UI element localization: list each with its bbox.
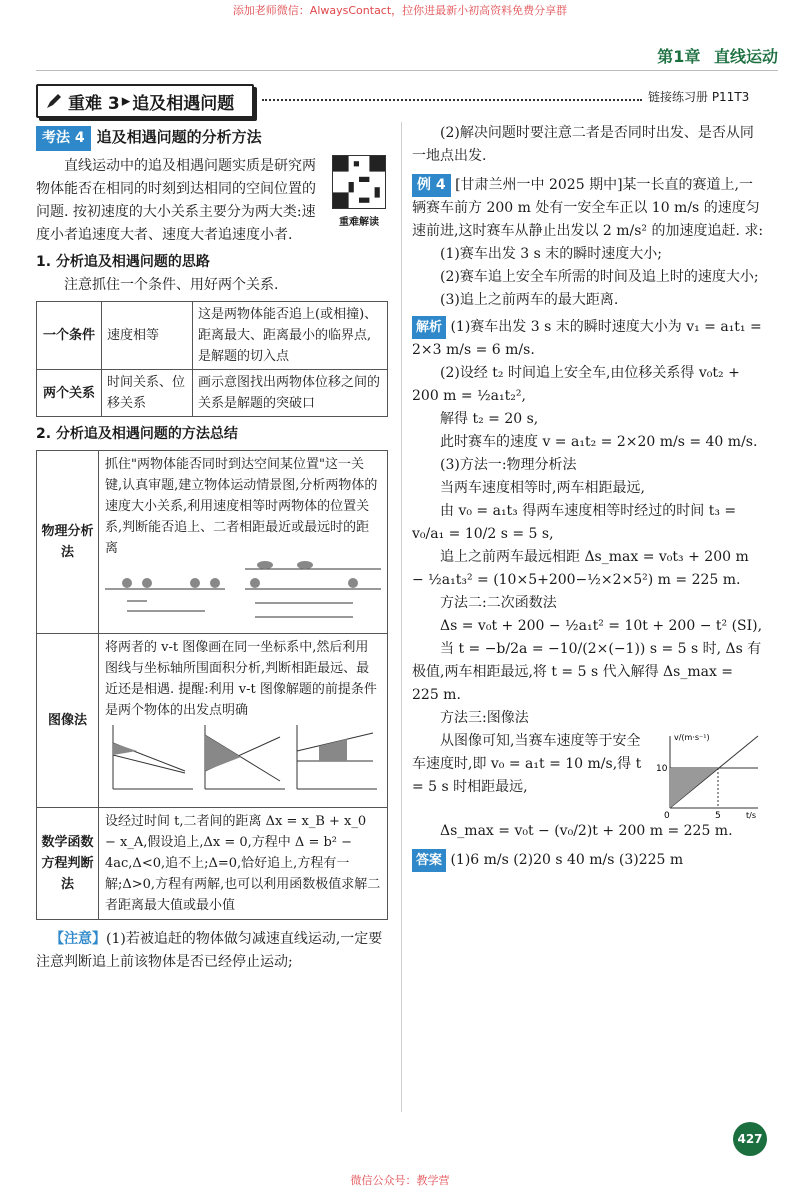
solution-3i: 从图像可知,当赛车速度等于安全车速度时,即 v₀ = a₁t = 10 m/s,得 t = 5 s 时相距最远,: [412, 733, 642, 795]
note-2: (2)解决问题时要注意二者是否同时出发、是否从同一地点出发.: [412, 125, 754, 164]
solution-3b: 当两车速度相等时,两车相距最远,: [440, 480, 645, 496]
right-column: [412, 122, 764, 872]
table-row: [37, 451, 388, 634]
m2-head: 图像法: [37, 634, 99, 808]
m1-head: 物理分析法: [37, 451, 99, 634]
m1-cell: [99, 451, 388, 634]
solution-2a: (2)设经 t₂ 时间追上安全车,由位移关系得 v₀t₂ + 200 m = ½a₁t₂²,: [412, 365, 740, 404]
note-1-text: (1)若被追赶的物体做匀减速直线运动,一定要注意判断追上前该物体是否已经停止运动;: [36, 931, 383, 970]
solution-3e: 方法二:二次函数法: [440, 595, 557, 611]
solution-1: [412, 316, 764, 362]
chapter-header: [657, 44, 778, 67]
vt-graphs: [105, 721, 381, 797]
m2-cell: [99, 634, 388, 808]
question-1: (1)赛车出发 3 s 末的瞬时速度大小;: [440, 246, 662, 262]
table-row: [37, 302, 388, 370]
m3-text: 设经过时间 t,二者间的距离 Δx = x_B + x_0 − x_A,假设追上,Δx = 0,方程中 Δ = b² − 4ac,Δ<0,追不上;Δ=0,恰好追上,方程有一解;Δ>0,方程有两解,也可以利用函数极值求解二者距离最大值或最小值: [99, 808, 388, 920]
m2-text: 将两者的 v-t 图像画在同一坐标系中,然后利用图线与坐标轴所围面积分析,判断相距最远、最近还是相遇. 提醒:利用 v-t 图像解题的前提条件是两个物体的出发点明确: [105, 640, 377, 718]
qr-block[interactable]: [330, 155, 388, 247]
dotted-leader: [262, 99, 642, 101]
solution-3a: (3)方法一:物理分析法: [440, 457, 577, 473]
example-text: 某一长直的赛道上,一辆赛车前方 200 m 处有一安全车正以 10 m/s 的速度匀速前进,这时赛车从静止出发以 2 m/s² 的加速度追赶. 求:: [412, 177, 764, 239]
s1-title: 1. 分析追及相遇问题的思路: [36, 254, 210, 270]
header-rule: [36, 70, 778, 71]
m3-head: 数学函数方程判断法: [37, 808, 99, 920]
footer-watermark: 微信公众号：教学营: [350, 1174, 450, 1187]
graph-origin: 0: [664, 811, 670, 820]
solution-3d: 追上之前两车最远相距 Δs_max = v₀t₃ + 200 m − ½a₁t₃² = (10×5+200−½×2×5²) m = 225 m.: [412, 549, 749, 588]
section-badge-label: 重难 3: [68, 93, 120, 114]
t1-head-1: 一个条件: [37, 302, 102, 370]
page-number: 427: [733, 1122, 767, 1156]
t1-key-2: 时间关系、位移关系: [102, 370, 193, 417]
chapter-title: 直线运动: [713, 47, 778, 66]
question-2: (2)赛车追上安全车所需的时间及追上时的速度大小;: [440, 269, 759, 285]
qr-code-icon: [332, 155, 386, 209]
solution-2c: 此时赛车的速度 v = a₁t₂ = 2×20 m/s = 40 m/s.: [440, 434, 758, 450]
m1-text: 抓住"两物体能否同时到达空间某位置"这一关键,认真审题,建立物体运动情景图,分析两物体的速度大小关系,利用速度相等时两物体的位置关系,判断能否追上、二者相距最近或最远时的距离: [105, 457, 378, 556]
pencil-icon: [44, 91, 64, 111]
example-source: [甘肃兰州一中 2025 期中]: [455, 177, 623, 193]
s2-title: 2. 分析追及相遇问题的方法总结: [36, 426, 238, 442]
motion-diagram: [105, 559, 381, 623]
vt-graph-solution: [654, 730, 764, 820]
note-tag: 【注意】: [50, 931, 106, 947]
t1-key-1: 速度相等: [102, 302, 193, 370]
s1-text: 注意抓住一个条件、用好两个关系.: [64, 277, 279, 293]
graph-x-label: t/s: [746, 811, 756, 820]
method-3-block: [412, 730, 764, 820]
table-row: [37, 634, 388, 808]
solution-3g: 当 t = −b/2a = −10/(2×(−1)) s = 5 s 时, Δs 有极值,两车相距最远,将 t = 5 s 代入解得 Δs_max = 225 m.: [412, 641, 762, 703]
column-divider: [401, 122, 402, 1112]
answer-text: (1)6 m/s (2)20 s 40 m/s (3)225 m: [450, 852, 684, 868]
workbook-link: 链接练习册 P11T3: [648, 90, 750, 104]
idea-table: [36, 301, 388, 417]
note-1: [36, 928, 388, 974]
solution-3c: 由 v₀ = a₁t₃ 得两车速度相等时经过的时间 t₃ = v₀/a₁ = 10/2 s = 5 s,: [412, 503, 737, 542]
section-badge: 重难 3 ▸ 追及相遇问题: [36, 84, 254, 118]
method-table: [36, 450, 388, 920]
example-intro: [412, 174, 764, 243]
graph-y-10: 10: [656, 764, 668, 774]
table-row: [37, 370, 388, 417]
solution-tag: 解析: [412, 316, 446, 339]
solution-2b: 解得 t₂ = 20 s,: [440, 411, 539, 427]
section-title: 追及相遇问题: [132, 93, 235, 114]
question-3: (3)追上之前两车的最大距离.: [440, 292, 619, 308]
qr-caption: 重难解读: [339, 217, 379, 228]
t1-desc-2: 画示意图找出两物体位移之间的关系是解题的突破口: [193, 370, 388, 417]
kf-tag: 考法 4: [36, 126, 91, 151]
solution-3h: 方法三:图像法: [440, 710, 529, 726]
graph-x-5: 5: [715, 811, 721, 820]
solution-3j: Δs_max = v₀t − (v₀/2)t + 200 m = 225 m.: [440, 823, 733, 839]
example-tag: 例 4: [412, 174, 451, 197]
solution-3f: Δs = v₀t + 200 − ½a₁t² = 10t + 200 − t² (SI),: [440, 618, 763, 634]
answer-line: [412, 849, 764, 872]
solution-1-text: (1)赛车出发 3 s 末的瞬时速度大小为 v₁ = a₁t₁ = 2×3 m/s = 6 m/s.: [412, 319, 762, 358]
top-watermark: 添加老师微信：AlwaysContact，拉你进最新小初高资料免费分享群: [232, 4, 568, 17]
intro-text: 直线运动中的追及相遇问题实质是研究两物体能否在相同的时刻到达相同的空间位置的问题. 按初速度的大小关系主要分为两大类:速度小者追速度大者、速度大者追速度小者.: [36, 158, 316, 243]
kf-title: 追及相遇问题的分析方法: [96, 128, 262, 146]
chapter-number: 第1章: [657, 47, 701, 66]
t1-head-2: 两个关系: [37, 370, 102, 417]
left-column: [36, 126, 388, 974]
graph-y-label: v/(m·s⁻¹): [674, 733, 710, 742]
table-row: [37, 808, 388, 920]
t1-desc-1: 这是两物体能否追上(或相撞)、距离最大、距离最小的临界点,是解题的切入点: [193, 302, 388, 370]
answer-tag: 答案: [412, 849, 446, 872]
